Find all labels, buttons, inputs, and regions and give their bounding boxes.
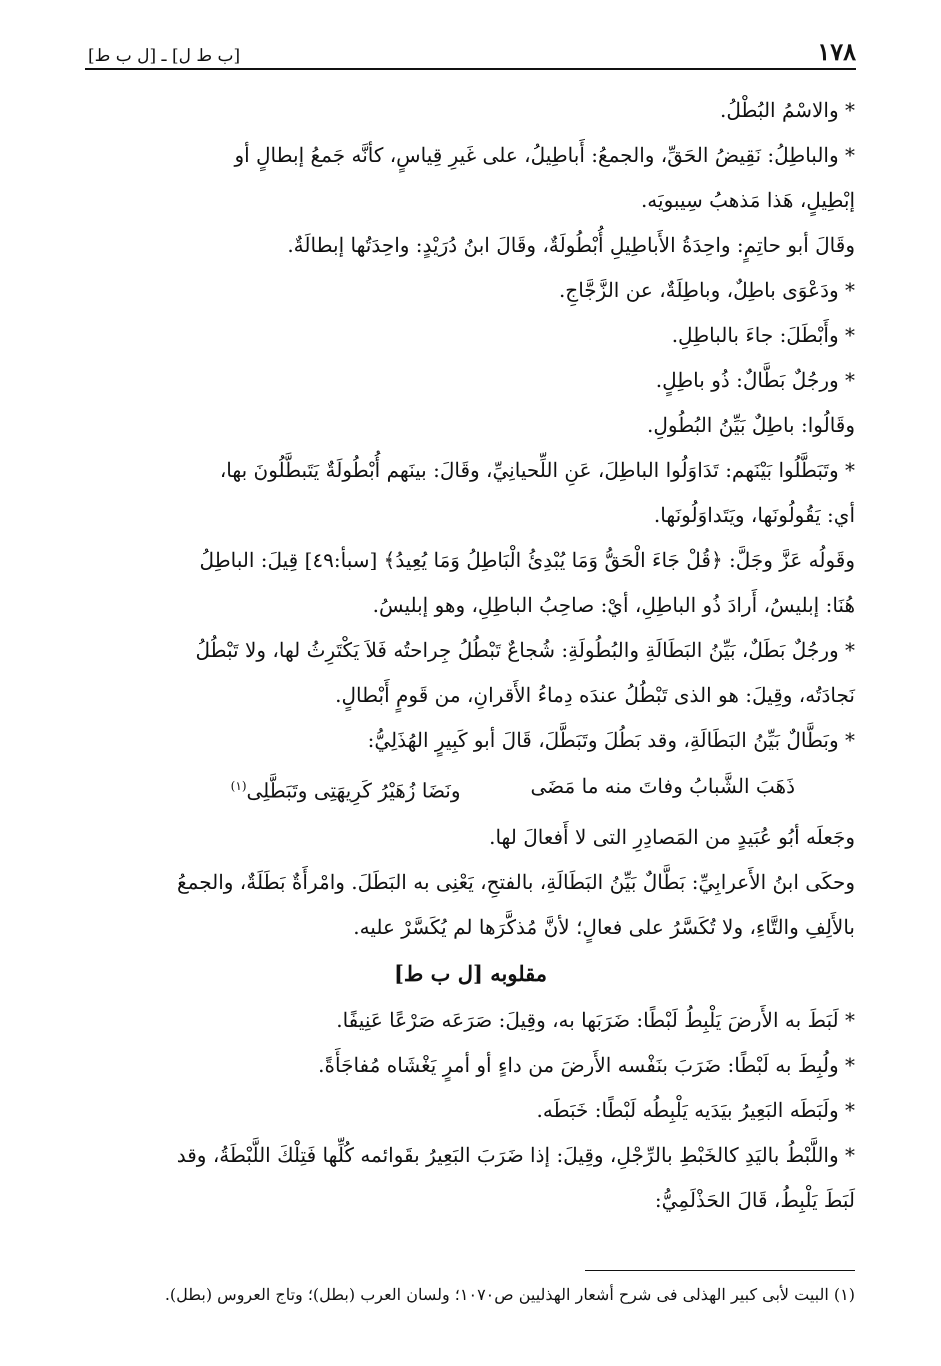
text-line: * واللَّبْطُ باليَدِ كالخَبْطِ بالرِّجْلِ، وقِيلَ: إذا ضَرَبَ البَعِيرُ بقَوائمه كُلِّها فَتِلْكَ اللَّبْطَةُ، وقد	[176, 1142, 855, 1167]
footnote: (١) البيت لأبى كبير الهذلى فى شرح أشعار الهذليين ص١٠٧٠؛ ولسان العرب (بطل)؛ وتاج العروس (بطل).	[164, 1285, 855, 1304]
text-line: وقَالَ أبو حاتِمٍ: واحِدَةُ الأَباطِيلِ أُبْطُولَةٌ، وقَالَ ابنُ دُرَيْدٍ: واحِدَتُها إبطالَةٌ.	[287, 233, 855, 257]
verse-second-hemistich	[231, 763, 461, 815]
text-line: * ورجُلٌ بَطَلٌ، بَيِّنُ البَطَالَةِ والبُطُولَةِ: شُجاعٌ تَبْطُلُ جِراحتُه فَلاَ يَكْتَرِثُ لها، ولا تَبْطُلُ	[195, 638, 855, 662]
text-line: بالأَلِفِ والتَّاءِ، ولا تُكَسَّرُ على فعالٍ؛ لأنَّ مُذكَّرَها لم يُكَسَّرْ عليه.	[353, 914, 855, 939]
text-line: * والاسْمُ البُطْلُ.	[720, 98, 855, 122]
text-line: * وبَطَّالٌ بَيِّنُ البَطَالَةِ، وقد بَطُلَ وتَبَطَّلَ، قَالَ أبو كَبِيرٍ الهُذَلِيُّ:	[367, 728, 855, 752]
text-line: هُنَا: إبليسُ، أَرادَ ذُو الباطِلِ، أيْ: صاحِبُ الباطِلِ، وهو إبليسُ.	[372, 593, 855, 617]
text-line: * ودَعْوَى باطِلٌ، وباطِلَةٌ، عن الزَّجَّاجِ.	[558, 278, 855, 302]
text-line: * ورجُلٌ بَطَّالٌ: ذُو باطِلٍ.	[655, 368, 855, 392]
text-line: * وتَبَطَّلُوا بَيْنَهم: تَدَاوَلُوا الباطِلَ، عَنِ اللِّحيانِيِّ، وقَالَ: بينَهم أُبْطُولَةٌ يَتَبطَّلُونَ بها،	[219, 458, 855, 482]
section-heading: مقلوبه [ل ب ط]	[393, 960, 548, 986]
text-line: * ولُبِطَ به لَبْطًا: ضَرَبَ بنَفْسه الأَرضَ من داءٍ أو أمرٍ يَغْشَاه مُفاجَأَةً.	[318, 1052, 855, 1077]
text-line: * وأَبْطَلَ: جاءَ بالباطِلِ.	[671, 323, 855, 347]
text-line: * لَبَطَ به الأَرضَ يَلْبِطُ لَبْطًا: ضَرَبَها به، وقِيلَ: صَرَعَه صَرْعًا عَنِيفًا.	[336, 1007, 855, 1032]
running-title: [ب ط ل] ـ [ل ب ط]	[88, 46, 241, 66]
text-line: إبْطِيلٍ، هَذا مَذهبُ سِيبويَه.	[640, 188, 855, 212]
text-line: * والباطِلُ: نَقِيضُ الحَقِّ، والجمعُ: أَباطِيلُ، على غَيرِ قِياسٍ، كأنَّه جَمعُ إبطالٍ أو	[234, 143, 855, 167]
verse-second-text: ونَضَا زُهَيْرُ كَرِيهَتِى وتَبَطَّلِى	[246, 778, 461, 803]
text-line: وقَولُه عَزَّ وجَلَّ: ﴿قُلْ جَاءَ الْحَقُّ وَمَا يُبْدِئُ الْبَاطِلُ وَمَا يُعِيدُ﴾ [سبأ:٤٩] قِيلَ: الباطِلُ	[199, 548, 855, 572]
text-line: وقَالُوا: باطِلٌ بَيِّنُ البُطُولِ.	[647, 413, 855, 437]
verse-first-hemistich: ذَهَبَ الشَّبابُ وفاتَ منه ما مَضَى	[530, 774, 795, 798]
text-line: لَبَطَ يَلْبِطُ، قَالَ الحَذْلَمِيُّ:	[654, 1187, 855, 1212]
text-line: وجَعلَه أبُو عُبَيدٍ من المَصادِرِ التى لا أَفعالَ لها.	[489, 824, 855, 849]
text-line: نَجادَتُه، وقِيلَ: هو الذى تَبْطُلُ عندَه دِماءُ الأَقرانِ، من قَومٍ أَبْطالٍ.	[335, 683, 855, 707]
text-line: * ولَبَطَه البَعِيرُ بيَدَيه يَلْبِطُه لَبْطًا: خَبَطَه.	[536, 1097, 855, 1122]
poetry-verse	[86, 763, 855, 815]
footnote-marker: (١)	[230, 779, 247, 793]
page-header	[88, 34, 856, 66]
page-number: ١٧٨	[817, 37, 856, 66]
main-text	[86, 88, 855, 1223]
footnote-rule	[585, 1270, 855, 1271]
text-line: وحكَى ابنُ الأَعرابِيِّ: بَطَّالٌ بَيِّنُ البَطَالَةِ، بالفتحِ، يَعْنِى به البَطَلَ. وامْرأَةٌ بَطَلَةٌ، والجمعُ	[177, 869, 855, 894]
text-line: أي: يَقُولُونَها، ويَتَداوَلُونَها.	[653, 503, 855, 527]
header-rule	[85, 68, 856, 70]
